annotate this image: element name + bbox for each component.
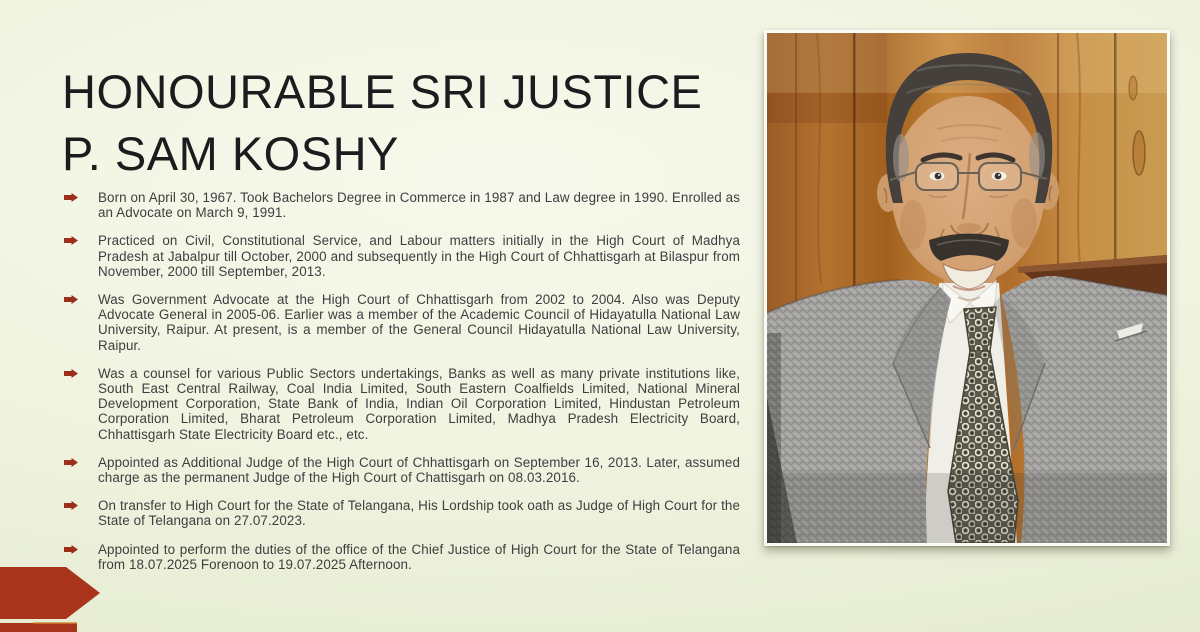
arrow-bullet-icon xyxy=(64,369,78,378)
bullet-list xyxy=(64,190,740,585)
arrow-bullet-icon xyxy=(64,545,78,554)
bullet-text: Practiced on Civil, Constitutional Service, and Labour matters initially in the High Court of Madhya Pradesh at Jabalpur till October, 2000 and subsequently in the High Court of Chhattisgarh at Bilaspur from November, 2000 till September, 2013. xyxy=(98,233,740,279)
arrow-bullet-icon xyxy=(64,193,78,202)
list-item xyxy=(64,292,740,353)
list-item xyxy=(64,190,740,220)
bullet-text: Born on April 30, 1967. Took Bachelors Degree in Commerce in 1987 and Law degree in 1990. Enrolled as an Advocate on March 9, 1991. xyxy=(98,190,740,221)
list-item xyxy=(64,542,740,572)
title-line-1: HONOURABLE SRI JUSTICE xyxy=(62,65,703,119)
list-item xyxy=(64,455,740,485)
list-item xyxy=(64,498,740,528)
arrow-bullet-icon xyxy=(64,458,78,467)
corner-arrow-decoration xyxy=(0,564,102,632)
title-line-2: P. SAM KOSHY xyxy=(62,127,399,181)
bullet-text: Appointed to perform the duties of the office of the Chief Justice of High Court for the State of Telangana from 18.07.2025 Forenoon to 19.07.2025 Afternoon. xyxy=(98,541,740,572)
arrow-bullet-icon xyxy=(64,236,78,245)
bullet-text: Was a counsel for various Public Sectors undertakings, Banks as well as many private institutions like, South East Central Railway, Coal India Limited, South Eastern Coalfields Limited, National Mineral Development Corporation, State Bank of India, Indian Oil Corporation Limited, Hindustan Petroleum Corporation Limited, Bharat Petroleum Corporation Limited, Madhya Pradesh Electricity Board, Chhattisgarh State Electricity Board etc., etc. xyxy=(98,365,740,442)
list-item xyxy=(64,233,740,279)
arrow-bullet-icon xyxy=(64,501,78,510)
bullet-text: Was Government Advocate at the High Court of Chhattisgarh from 2002 to 2004. Also was Deputy Advocate General in 2005-06. Earlier was a member of the Academic Council of Hidayatulla National Law University, Raipur. At present, is a member of the General Council Hidayatulla National Law University, Raipur. xyxy=(98,292,740,353)
portrait-photo xyxy=(764,30,1170,546)
list-item xyxy=(64,366,740,442)
bullet-text: On transfer to High Court for the State of Telangana, His Lordship took oath as Judge of High Court for the State of Telangana on 27.07.2023. xyxy=(98,498,740,529)
arrow-bullet-icon xyxy=(64,295,78,304)
page-title xyxy=(62,61,762,185)
bullet-text: Appointed as Additional Judge of the High Court of Chhattisgarh on September 16, 2013. Later, assumed charge as the permanent Judge of the High Court of Chattisgarh on 08.03.2016. xyxy=(98,454,740,486)
